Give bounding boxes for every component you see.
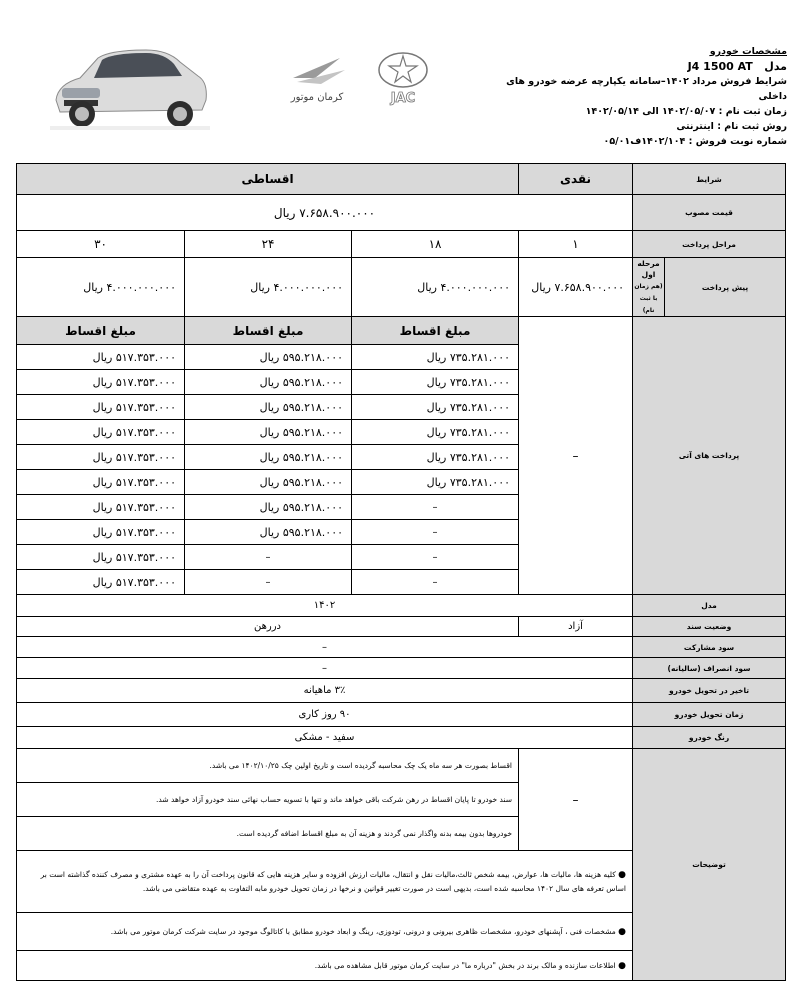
row-delivery-time: [17, 703, 786, 727]
general-note: [17, 851, 633, 913]
label-cancellation-profit: سود انصراف (سالیانه): [633, 658, 786, 679]
sale-number: شماره نوبت فروش : ۱۴۰۲/۱۰۴ف۰۵/۰۱: [603, 136, 787, 147]
first-stage-note: (هم زمان با ثبت نام): [634, 283, 663, 314]
label-payment-stages: مراحل پرداخت: [633, 231, 786, 258]
registration-time: زمان ثبت نام : ۱۴۰۲/۰۵/۰۷ الی ۱۴۰۲/۰۵/۱۴: [585, 106, 787, 117]
car-image: [50, 38, 210, 136]
label-color: رنگ خودرو: [633, 727, 786, 749]
label-conditions: شرایط: [633, 164, 786, 195]
row-delivery-delay: [17, 679, 786, 703]
installment-cell: ۵۹۵.۲۱۸.۰۰۰ ریال: [185, 420, 352, 445]
installment-cell: ۵۱۷.۳۵۳.۰۰۰ ریال: [17, 395, 185, 420]
label-prepayment: پیش پرداخت: [665, 258, 786, 317]
approved-price-value: ۷.۶۵۸.۹۰۰.۰۰۰ ریال: [17, 195, 633, 231]
row-color: [17, 727, 786, 749]
installment-cell: ۵۹۵.۲۱۸.۰۰۰ ریال: [185, 495, 352, 520]
installment-cell: ۵۱۷.۳۵۳.۰۰۰ ریال: [17, 370, 185, 395]
general-note-text: کلیه هزینه ها، مالیات ها، عوارض، بیمه شخص ثالث،مالیات نقل و انتقال، مالیات ارزش افزوده و سایر هزینه هایی که قانون پرداخت آن را به عهده مشتری و مصرف کننده گذاشته است بر اساس تعرفه های سال ۱۴۰۲ محاسبه شده است، بدیهی است در صورت تغییر قوانین و نرخها در زمان تحویل خودرو مابه التفاوت به عهده متقاضی می باشد.: [40, 869, 627, 893]
stage-24: ۲۴: [185, 231, 352, 258]
installment-cell: ۵۹۵.۲۱۸.۰۰۰ ریال: [185, 345, 352, 370]
label-first-stage: [633, 258, 665, 317]
label-document-status: وضعیت سند: [633, 617, 786, 637]
delivery-time-value: ۹۰ روز کاری: [17, 703, 633, 727]
model-value: J4 1500 AT: [687, 60, 753, 73]
jac-logo: [379, 53, 427, 106]
row-conditions: [17, 164, 786, 195]
general-note: [17, 951, 633, 981]
row-approved-price: [17, 195, 786, 231]
row-prepayment: [17, 258, 786, 317]
installment-cell: ۵۹۵.۲۱۸.۰۰۰ ریال: [185, 445, 352, 470]
installment-cell: ۵۱۷.۳۵۳.۰۰۰ ریال: [17, 495, 185, 520]
prepayment-30: ۴.۰۰۰.۰۰۰.۰۰۰ ریال: [17, 258, 185, 317]
jac-text: JAC: [390, 91, 416, 106]
installment-cell: ۷۳۵.۲۸۱.۰۰۰ ریال: [352, 470, 519, 495]
installment-cell: ۷۳۵.۲۸۱.۰۰۰ ریال: [352, 395, 519, 420]
installment-cell: –: [352, 520, 519, 545]
installment-cell: ۵۱۷.۳۵۳.۰۰۰ ریال: [17, 420, 185, 445]
installment-amount-header-18: مبلغ اقساط: [352, 317, 519, 345]
installment-cell: ۵۹۵.۲۱۸.۰۰۰ ریال: [185, 395, 352, 420]
row-document-status: [17, 617, 786, 637]
label-delivery-delay: تاخیر در تحویل خودرو: [633, 679, 786, 703]
row-installment-amount-header: [17, 317, 786, 345]
color-value: سفید - مشکی: [17, 727, 633, 749]
stage-30: ۳۰: [17, 231, 185, 258]
header-info: [487, 44, 787, 149]
delivery-delay-value: ۳٪ ماهیانه: [17, 679, 633, 703]
row-model: [17, 595, 786, 617]
row-cancellation-profit: [17, 658, 786, 679]
installment-cell: ۵۹۵.۲۱۸.۰۰۰ ریال: [185, 370, 352, 395]
installment-cell: ۵۱۷.۳۵۳.۰۰۰ ریال: [17, 520, 185, 545]
installment-note: خودروها بدون بیمه بدنه واگذار نمی گردند و هزینه آن به مبلغ اقساط اضافه گردیده است.: [17, 817, 519, 851]
label-participation-profit: سود مشارکت: [633, 637, 786, 658]
installment-amount-header-30: مبلغ اقساط: [17, 317, 185, 345]
installment-cell: ۵۱۷.۳۵۳.۰۰۰ ریال: [17, 445, 185, 470]
installment-cell: –: [352, 570, 519, 595]
label-model: مدل: [633, 595, 786, 617]
cancellation-profit-value: –: [17, 658, 633, 679]
installment-header: اقساطی: [17, 164, 519, 195]
document-status-cash: آزاد: [519, 617, 633, 637]
label-notes: توضیحات: [633, 749, 786, 981]
prepayment-cash: ۷.۶۵۸.۹۰۰.۰۰۰ ریال: [519, 258, 633, 317]
stage-cash: ۱: [519, 231, 633, 258]
kerman-motor-logo: [290, 58, 345, 103]
installment-cell: –: [185, 545, 352, 570]
installment-cell: ۷۳۵.۲۸۱.۰۰۰ ریال: [352, 345, 519, 370]
bullet: ●: [618, 960, 627, 971]
prepayment-18: ۴.۰۰۰.۰۰۰.۰۰۰ ریال: [352, 258, 519, 317]
installment-cell: ۵۹۵.۲۱۸.۰۰۰ ریال: [185, 470, 352, 495]
installment-amount-header-24: مبلغ اقساط: [185, 317, 352, 345]
registration-method: روش ثبت نام : اینترنتی: [676, 121, 787, 132]
header-model: [487, 59, 787, 74]
cash-header: نقدی: [519, 164, 633, 195]
sale-conditions: شرایط فروش مرداد ۱۴۰۲–سامانه یکپارچه عرضه خودرو های داخلی: [506, 76, 787, 102]
installment-cell: ۵۱۷.۳۵۳.۰۰۰ ریال: [17, 470, 185, 495]
document-status-installment: دررهن: [17, 617, 519, 637]
logos-svg: [285, 50, 445, 110]
installment-cell: ۵۹۵.۲۱۸.۰۰۰ ریال: [185, 520, 352, 545]
row-notes-1: [17, 749, 786, 783]
installment-cell: –: [352, 495, 519, 520]
bullet: ●: [618, 926, 627, 937]
installment-note: اقساط بصورت هر سه ماه یک چک محاسبه گردیده است و تاریخ اولین چک ۱۴۰۲/۱۰/۲۵ می باشد.: [17, 749, 519, 783]
label-future-payments: پرداخت های آتی: [633, 317, 786, 595]
installment-cell: ۵۱۷.۳۵۳.۰۰۰ ریال: [17, 345, 185, 370]
prepayment-24: ۴.۰۰۰.۰۰۰.۰۰۰ ریال: [185, 258, 352, 317]
installment-cell: ۵۱۷.۳۵۳.۰۰۰ ریال: [17, 570, 185, 595]
brand-logos: [285, 50, 445, 110]
kerman-motor-text: کرمان موتور: [290, 92, 344, 103]
installment-note: سند خودرو تا پایان اقساط در رهن شرکت باقی خواهد ماند و تنها با تسویه حساب نهائی سند خودرو آزاد خواهد شد.: [17, 783, 519, 817]
row-payment-stages: [17, 231, 786, 258]
general-note: [17, 913, 633, 951]
installment-cell: ۵۱۷.۳۵۳.۰۰۰ ریال: [17, 545, 185, 570]
label-approved-price: قیمت مصوب: [633, 195, 786, 231]
installment-cell: ۷۳۵.۲۸۱.۰۰۰ ریال: [352, 420, 519, 445]
bullet: ●: [618, 869, 627, 880]
sales-conditions-table: [16, 163, 786, 981]
notes-cash: –: [519, 749, 633, 851]
general-note-text: مشخصات فنی ، آپشنهای خودرو، مشخصات ظاهری بیرونی و درونی، تودوزی، رینگ و ابعاد خودرو مطابق با کاتالوگ موجود در سایت شرکت کرمان موتور می باشد.: [110, 926, 616, 936]
installment-cell: –: [352, 545, 519, 570]
participation-profit-value: –: [17, 637, 633, 658]
cash-future-payments: –: [519, 317, 633, 595]
model-year-value: ۱۴۰۲: [17, 595, 633, 617]
installment-cell: ۷۳۵.۲۸۱.۰۰۰ ریال: [352, 370, 519, 395]
label-delivery-time: زمان تحویل خودرو: [633, 703, 786, 727]
general-note-text: اطلاعات سازنده و مالک برند در بخش "درباره ما" در سایت کرمان موتور قابل مشاهده می باشد.: [314, 960, 616, 970]
installment-cell: ۷۳۵.۲۸۱.۰۰۰ ریال: [352, 445, 519, 470]
model-label: مدل: [764, 60, 787, 73]
first-stage-text: مرحله اول: [637, 259, 660, 279]
row-participation-profit: [17, 637, 786, 658]
stage-18: ۱۸: [352, 231, 519, 258]
installment-cell: –: [185, 570, 352, 595]
header-title: مشخصات خودرو: [709, 46, 787, 57]
